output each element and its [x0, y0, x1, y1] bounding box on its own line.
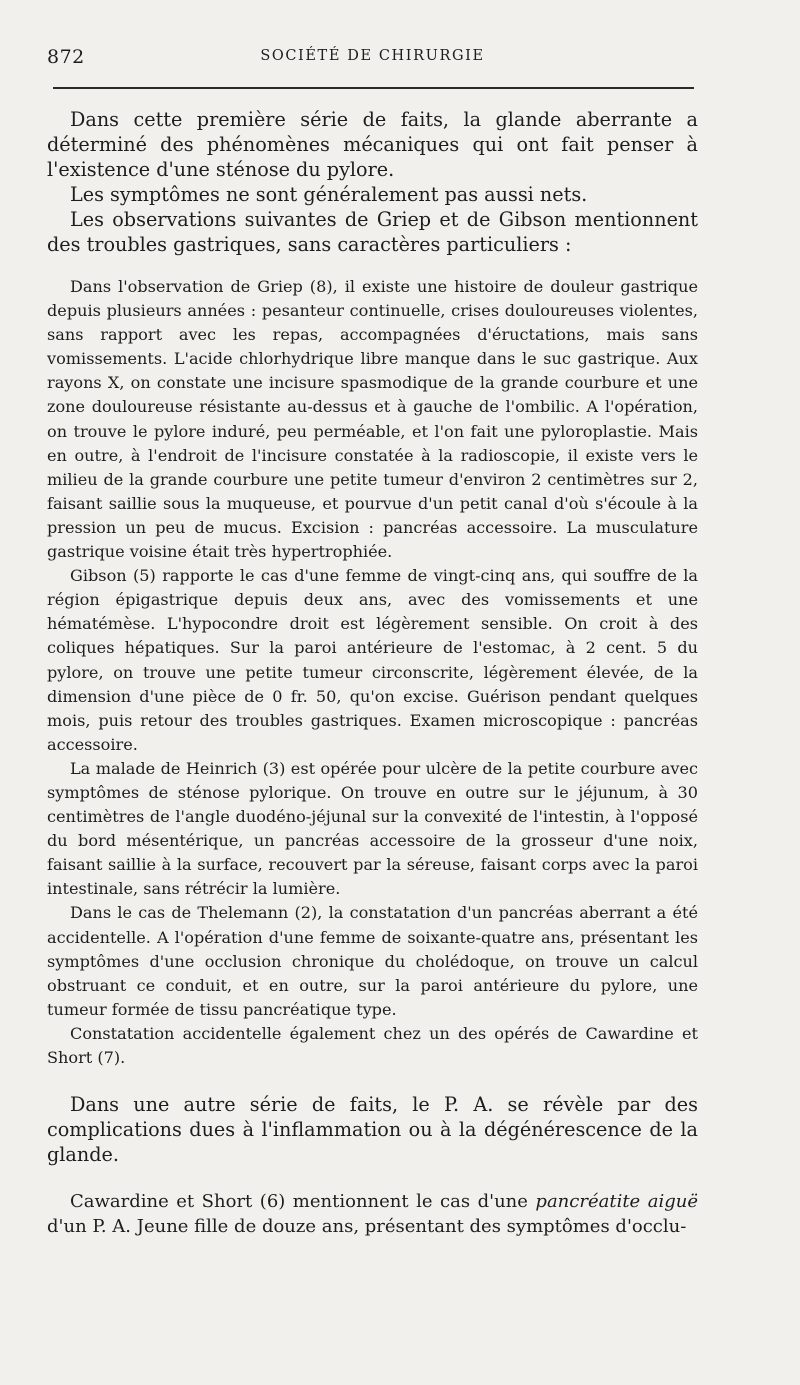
intro-paragraph: Les observations suivantes de Griep et de Gibson mentionnent des troubles gastriques, sans caractères particuliers :	[47, 208, 698, 256]
observation-gibson: Gibson (5) rapporte le cas d'une femme de vingt-cinq ans, qui souffre de la région épigastrique depuis deux ans, avec des vomissements et une hématémèse. L'hypocondre droit est légèrement sensible. On croit à des coliques hépatiques. Sur la paroi antérieure de l'estomac, à 2 cent. 5 du pylore, on trouve une petite tumeur circonscrite, légèrement élevée, de la dimension d'une pièce de 0 fr. 50, qu'on excise. Guérison pendant quelques mois, puis retour des troubles gastriques. Examen microscopique : pancréas accessoire.	[47, 566, 698, 754]
book-page	[47, 40, 698, 1239]
complications-paragraph: Dans une autre série de faits, le P. A. se révèle par des complications dues à l'inflammation ou à la dégénérescence de la glande.	[47, 1093, 698, 1167]
intro-paragraph: Dans cette première série de faits, la glande aberrante a déterminé des phénomènes mécaniques qui ont fait penser à l'existence d'une sténose du pylore.	[47, 108, 698, 181]
intro-paragraph: Les symptômes ne sont généralement pas aussi nets.	[70, 183, 588, 206]
observation-griep: Dans l'observation de Griep (8), il existe une histoire de douleur gastrique depuis plusieurs années : pesanteur continuelle, crises douloureuses violentes, sans rapport avec les repas, accompagnées d'éructations, mais sans vomissements. L'acide chlorhydrique libre manque dans le suc gastrique. Aux rayons X, on constate une incisure spasmodique de la grande courbure et une zone douloureuse résistante au-dessus et à gauche de l'ombilic. A l'opération, on trouve le pylore induré, peu perméable, et l'on fait une pyloroplastie. Mais en outre, à l'endroit de l'incisure constatée à la radioscopie, il existe vers le milieu de la grande courbure une petite tumeur d'environ 2 centimètres sur 2, faisant saillie sous la muqueuse, et pourvue d'un petit canal d'où s'écoule à la pression un peu de mucus. Excision : pancréas accessoire. La musculature gastrique voisine était très hypertrophiée.	[47, 277, 698, 562]
running-head	[47, 40, 698, 74]
header-rule	[53, 87, 694, 89]
running-title: SOCIÉTÉ DE CHIRURGIE	[260, 48, 485, 64]
final-text-before: Cawardine et Short (6) mentionnent le cas d'une	[70, 1191, 536, 1213]
page-number: 872	[47, 46, 85, 68]
observations-section	[47, 275, 698, 1070]
final-italic-term: pancréatite aiguë	[535, 1191, 698, 1213]
observation-thelemann: Dans le cas de Thelemann (2), la constatation d'un pancréas aberrant a été accidentelle. A l'opération d'une femme de soixante-quatre ans, présentant les symptômes d'une occlusion chronique du cholédoque, on trouve un calcul obstruant ce conduit, et en outre, sur la paroi antérieure du pylore, une tumeur formée de tissu pancréatique type.	[47, 903, 698, 1019]
observation-cawardine: Constatation accidentelle également chez un des opérés de Cawardine et Short (7).	[47, 1023, 698, 1067]
final-text-after: d'un P. A. Jeune fille de douze ans, présentant des symptômes d'occlu-	[47, 1216, 687, 1238]
final-section	[47, 1189, 698, 1239]
complications-section	[47, 1092, 698, 1167]
intro-section	[47, 107, 698, 257]
observation-heinrich: La malade de Heinrich (3) est opérée pour ulcère de la petite courbure avec symptômes de sténose pylorique. On trouve en outre sur le jéjunum, à 30 centimètres de l'angle duodéno-jéjunal sur la convexité de l'intestin, à l'opposé du bord mésentérique, un pancréas accessoire de la grosseur d'une noix, faisant saillie à la surface, recouvert par la séreuse, faisant corps avec la paroi intestinale, sans rétrécir la lumière.	[47, 758, 698, 899]
final-paragraph	[47, 1189, 698, 1239]
